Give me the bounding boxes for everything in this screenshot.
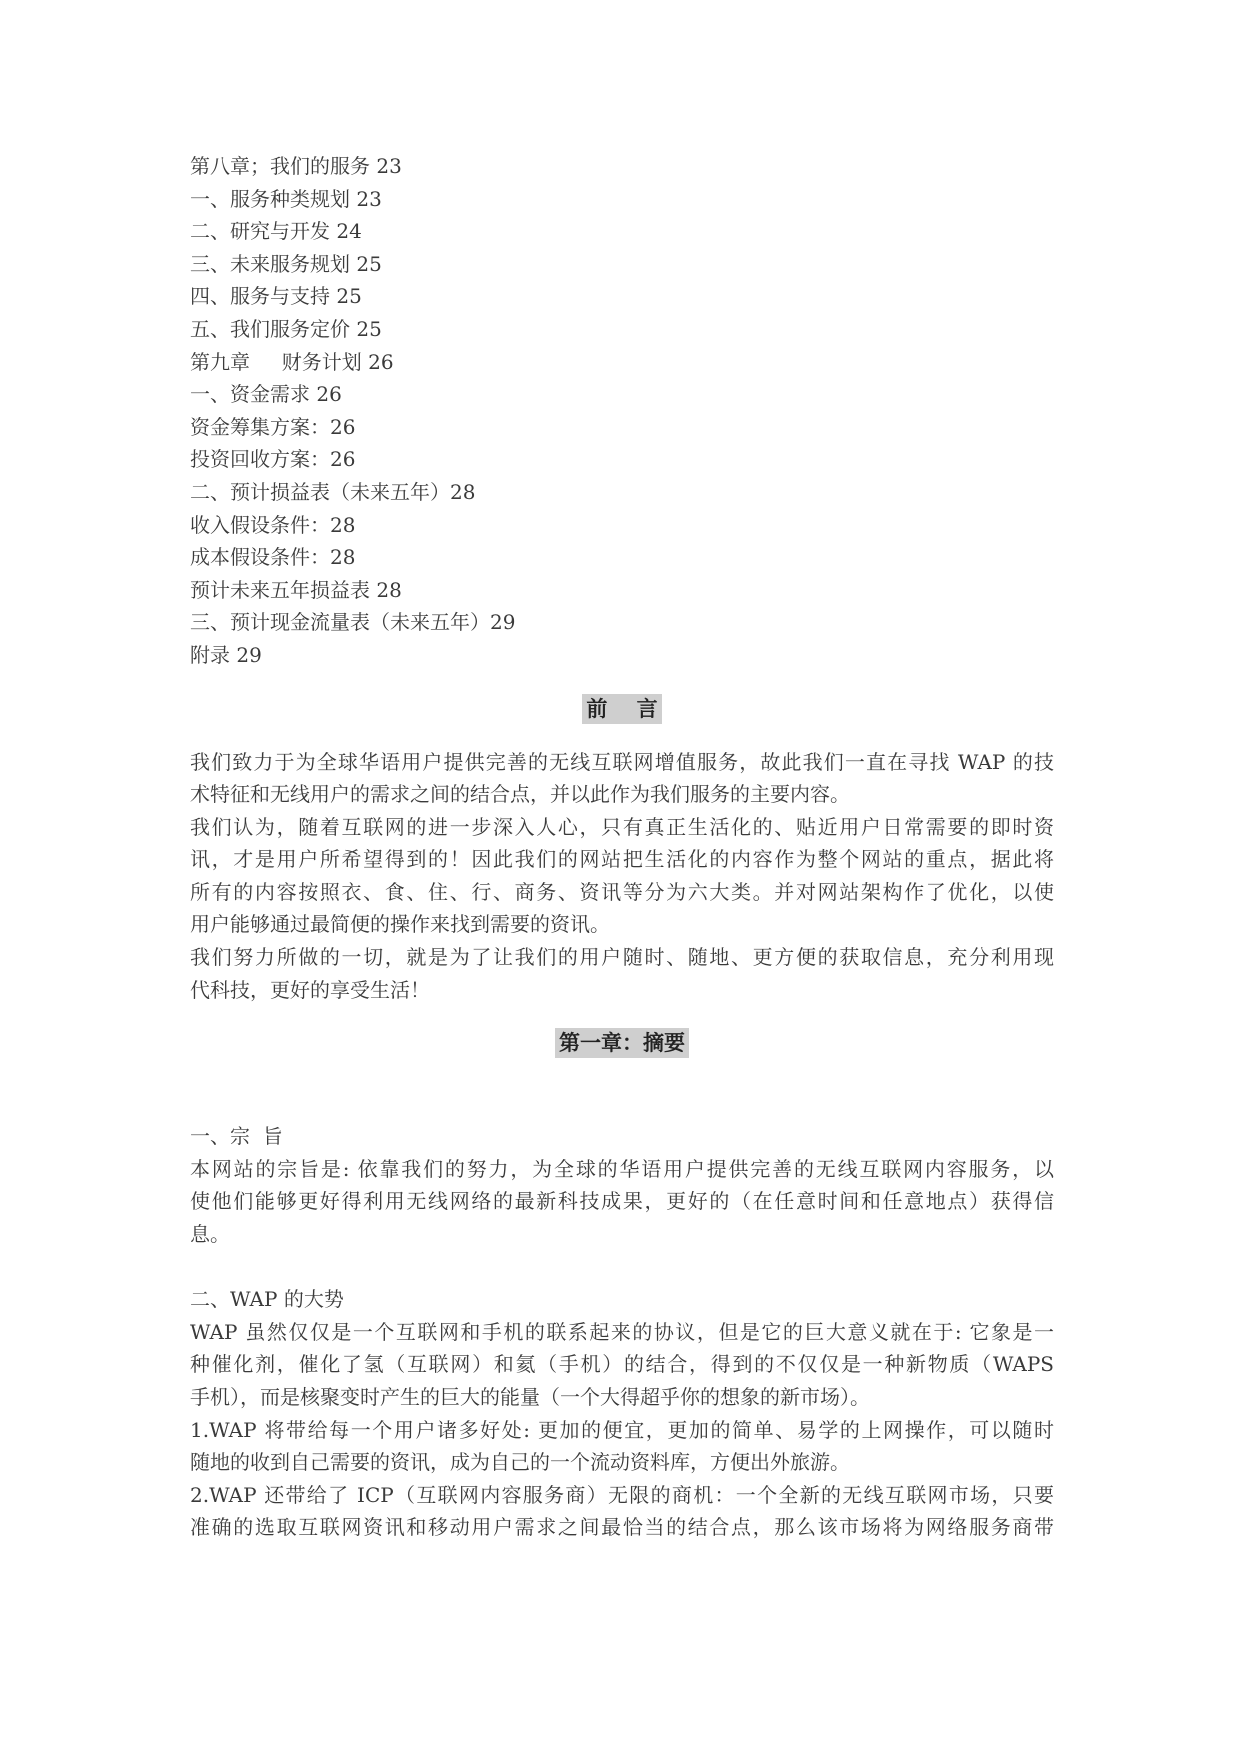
toc-line: 二、预计损益表（未来五年）28 <box>190 479 476 504</box>
purpose-line: 使他们能够更好得利用无线网络的最新科技成果，更好的（在任意时间和任意地点）获得信 <box>190 1189 1054 1214</box>
spacer <box>190 1251 1060 1284</box>
preface-line: 术特征和无线用户的需求之间的结合点，并以此作为我们服务的主要内容。 <box>190 782 850 807</box>
toc-line: 四、服务与支持 25 <box>190 284 362 309</box>
toc-line: 附录 29 <box>190 642 262 667</box>
preface-line: 讯，才是用户所希望得到的！因此我们的网站把生活化的内容作为整个网站的重点，据此将 <box>190 847 1054 872</box>
toc-line: 一、服务种类规划 23 <box>190 186 382 211</box>
toc-line: 第八章；我们的服务 23 <box>190 154 402 178</box>
preface-line: 代科技，更好的享受生活！ <box>190 977 430 1002</box>
chapter1-heading-wrap <box>190 1028 1054 1058</box>
preface-line: 我们致力于为全球华语用户提供完善的无线互联网增值服务，故此我们一直在寻找 WAP 的技 <box>190 749 1054 774</box>
table-of-contents <box>190 150 1060 672</box>
toc-line: 三、未来服务规划 25 <box>190 251 382 276</box>
section-wap-body <box>190 1316 1054 1544</box>
section-purpose-body <box>190 1153 1054 1251</box>
document-page <box>190 150 1060 1544</box>
spacer <box>190 1058 1060 1120</box>
toc-line: 收入假设条件：28 <box>190 512 356 537</box>
preface-title: 前 言 <box>582 694 661 724</box>
toc-line: 成本假设条件：28 <box>190 545 356 570</box>
toc-line: 预计未来五年损益表 28 <box>190 577 402 602</box>
preface-line: 我们认为，随着互联网的进一步深入人心，只有真正生活化的、贴近用户日常需要的即时资 <box>190 814 1054 839</box>
toc-line: 二、研究与开发 24 <box>190 219 362 244</box>
toc-line: 投资回收方案：26 <box>190 447 356 472</box>
preface-line: 所有的内容按照衣、食、住、行、商务、资讯等分为六大类。并对网站架构作了优化，以使 <box>190 879 1054 904</box>
toc-line: 资金筹集方案：26 <box>190 414 356 439</box>
wap-line: 2.WAP 还带给了 ICP（互联网内容服务商）无限的商机：一个全新的无线互联网市场，只要 <box>190 1482 1054 1507</box>
wap-line: 手机），而是核聚变时产生的巨大的能量（一个大得超乎你的想象的新市场）。 <box>190 1385 870 1409</box>
preface-body <box>190 746 1054 1007</box>
preface-line: 用户能够通过最简便的操作来找到需要的资讯。 <box>190 912 610 937</box>
preface-heading-wrap <box>190 694 1054 724</box>
wap-line: 随地的收到自己需要的资讯，成为自己的一个流动资料库，方便出外旅游。 <box>190 1450 850 1475</box>
toc-line: 一、资金需求 26 <box>190 382 342 407</box>
toc-line: 第九章 财务计划 26 <box>190 349 394 374</box>
section-heading-purpose: 一、宗 旨 <box>190 1124 283 1149</box>
section-heading-wap: 二、WAP 的大势 <box>190 1287 344 1312</box>
purpose-line: 息。 <box>190 1222 230 1247</box>
wap-line: WAP 虽然仅仅是一个互联网和手机的联系起来的协议，但是它的巨大意义就在于: 它象是一 <box>190 1319 1054 1344</box>
toc-line: 五、我们服务定价 25 <box>190 316 382 341</box>
wap-line: 1.WAP 将带给每一个用户诸多好处: 更加的便宜，更加的简单、易学的上网操作，可以随时 <box>190 1417 1054 1442</box>
preface-line: 我们努力所做的一切，就是为了让我们的用户随时、随地、更方便的获取信息，充分利用现 <box>190 945 1054 970</box>
wap-line: 准确的选取互联网资讯和移动用户需求之间最恰当的结合点，那么该市场将为网络服务商带 <box>190 1515 1054 1540</box>
purpose-line: 本网站的宗旨是: 依靠我们的努力，为全球的华语用户提供完善的无线互联网内容服务，以 <box>190 1156 1054 1181</box>
toc-line: 三、预计现金流量表（未来五年）29 <box>190 610 516 635</box>
wap-line: 种催化剂，催化了氢（互联网）和氦（手机）的结合，得到的不仅仅是一种新物质（WAPS <box>190 1352 1054 1377</box>
chapter1-title: 第一章：摘要 <box>555 1028 689 1058</box>
